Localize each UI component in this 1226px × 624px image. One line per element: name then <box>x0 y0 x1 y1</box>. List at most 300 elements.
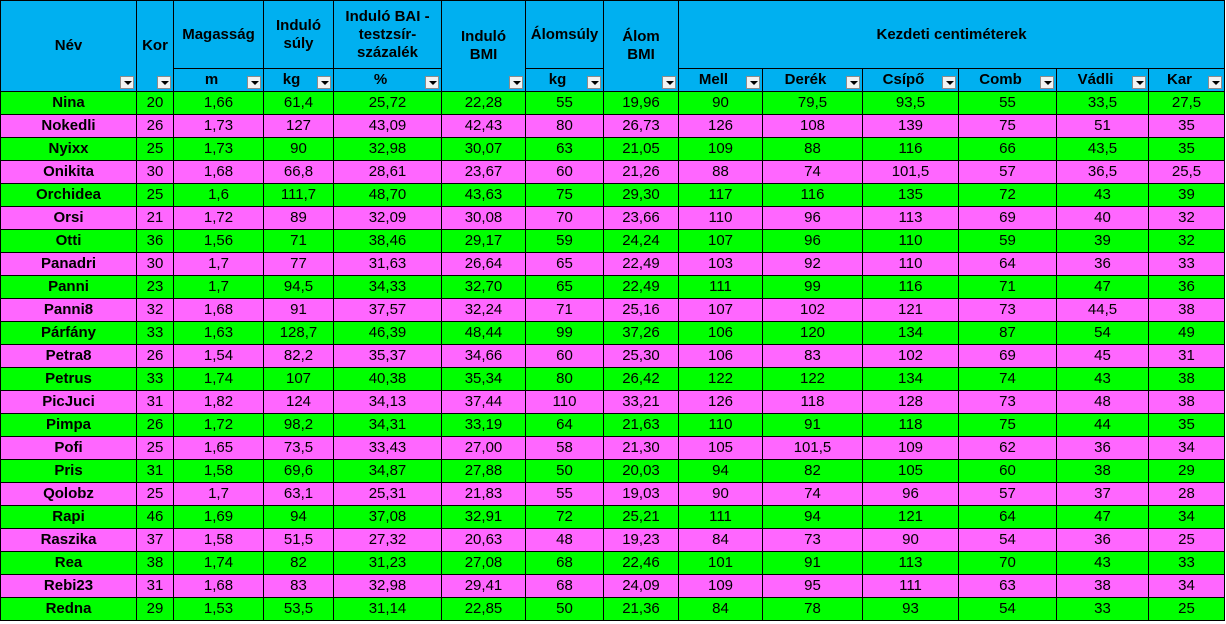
cell-derek[interactable]: 88 <box>763 138 863 161</box>
cell-mell[interactable]: 94 <box>679 460 763 483</box>
cell-csipo[interactable]: 139 <box>863 115 959 138</box>
cell-alomsuly[interactable]: 50 <box>526 460 604 483</box>
cell-magassag[interactable]: 1,58 <box>174 529 264 552</box>
cell-kor[interactable]: 30 <box>137 161 174 184</box>
cell-alom-bmi[interactable]: 20,03 <box>604 460 679 483</box>
cell-alom-bmi[interactable]: 21,36 <box>604 598 679 621</box>
cell-mell[interactable]: 122 <box>679 368 763 391</box>
cell-alomsuly[interactable]: 68 <box>526 575 604 598</box>
cell-kar[interactable]: 34 <box>1149 437 1225 460</box>
cell-magassag[interactable]: 1,72 <box>174 414 264 437</box>
cell-kar[interactable]: 25,5 <box>1149 161 1225 184</box>
cell-kor[interactable]: 31 <box>137 575 174 598</box>
cell-magassag[interactable]: 1,68 <box>174 575 264 598</box>
cell-kor[interactable]: 23 <box>137 276 174 299</box>
cell-alom-bmi[interactable]: 22,49 <box>604 276 679 299</box>
cell-indulo-bmi[interactable]: 32,91 <box>442 506 526 529</box>
cell-indulo-bai[interactable]: 40,38 <box>334 368 442 391</box>
cell-mell[interactable]: 88 <box>679 161 763 184</box>
cell-magassag[interactable]: 1,68 <box>174 161 264 184</box>
cell-vadli[interactable]: 37 <box>1057 483 1149 506</box>
cell-csipo[interactable]: 93,5 <box>863 92 959 115</box>
cell-derek[interactable]: 118 <box>763 391 863 414</box>
cell-indulo-suly[interactable]: 90 <box>264 138 334 161</box>
filter-dropdown-icon[interactable] <box>120 76 134 89</box>
cell-derek[interactable]: 99 <box>763 276 863 299</box>
cell-derek[interactable]: 82 <box>763 460 863 483</box>
cell-indulo-bmi[interactable]: 22,28 <box>442 92 526 115</box>
cell-alom-bmi[interactable]: 19,23 <box>604 529 679 552</box>
cell-indulo-suly[interactable]: 94 <box>264 506 334 529</box>
cell-indulo-bai[interactable]: 34,87 <box>334 460 442 483</box>
cell-alomsuly[interactable]: 68 <box>526 552 604 575</box>
cell-derek[interactable]: 108 <box>763 115 863 138</box>
filter-dropdown-icon[interactable] <box>662 76 676 89</box>
cell-indulo-suly[interactable]: 77 <box>264 253 334 276</box>
cell-alom-bmi[interactable]: 24,09 <box>604 575 679 598</box>
cell-kar[interactable]: 34 <box>1149 506 1225 529</box>
cell-magassag[interactable]: 1,7 <box>174 483 264 506</box>
cell-csipo[interactable]: 134 <box>863 322 959 345</box>
cell-mell[interactable]: 84 <box>679 529 763 552</box>
cell-indulo-bmi[interactable]: 22,85 <box>442 598 526 621</box>
filter-dropdown-icon[interactable] <box>247 76 261 89</box>
cell-indulo-suly[interactable]: 71 <box>264 230 334 253</box>
cell-kor[interactable]: 26 <box>137 414 174 437</box>
cell-magassag[interactable]: 1,74 <box>174 552 264 575</box>
cell-vadli[interactable]: 36 <box>1057 529 1149 552</box>
cell-mell[interactable]: 111 <box>679 276 763 299</box>
cell-indulo-bmi[interactable]: 27,08 <box>442 552 526 575</box>
filter-dropdown-icon[interactable] <box>317 76 331 89</box>
cell-kar[interactable]: 39 <box>1149 184 1225 207</box>
cell-indulo-bai[interactable]: 48,70 <box>334 184 442 207</box>
cell-vadli[interactable]: 36,5 <box>1057 161 1149 184</box>
cell-mell[interactable]: 103 <box>679 253 763 276</box>
cell-name[interactable]: Panadri <box>1 253 137 276</box>
cell-alomsuly[interactable]: 55 <box>526 92 604 115</box>
cell-indulo-bai[interactable]: 32,09 <box>334 207 442 230</box>
cell-comb[interactable]: 72 <box>959 184 1057 207</box>
cell-derek[interactable]: 73 <box>763 529 863 552</box>
cell-magassag[interactable]: 1,54 <box>174 345 264 368</box>
cell-derek[interactable]: 74 <box>763 483 863 506</box>
cell-csipo[interactable]: 109 <box>863 437 959 460</box>
cell-magassag[interactable]: 1,82 <box>174 391 264 414</box>
cell-kar[interactable]: 28 <box>1149 483 1225 506</box>
cell-derek[interactable]: 96 <box>763 207 863 230</box>
cell-indulo-suly[interactable]: 53,5 <box>264 598 334 621</box>
cell-derek[interactable]: 91 <box>763 552 863 575</box>
cell-kar[interactable]: 38 <box>1149 368 1225 391</box>
cell-name[interactable]: Rebi23 <box>1 575 137 598</box>
cell-alom-bmi[interactable]: 24,24 <box>604 230 679 253</box>
cell-mell[interactable]: 109 <box>679 138 763 161</box>
cell-mell[interactable]: 110 <box>679 414 763 437</box>
cell-name[interactable]: Pris <box>1 460 137 483</box>
cell-name[interactable]: Raszika <box>1 529 137 552</box>
cell-kar[interactable]: 49 <box>1149 322 1225 345</box>
cell-name[interactable]: Orchidea <box>1 184 137 207</box>
cell-kor[interactable]: 38 <box>137 552 174 575</box>
cell-name[interactable]: Otti <box>1 230 137 253</box>
cell-indulo-suly[interactable]: 61,4 <box>264 92 334 115</box>
cell-vadli[interactable]: 43 <box>1057 552 1149 575</box>
filter-dropdown-icon[interactable] <box>1208 76 1222 89</box>
cell-indulo-bmi[interactable]: 42,43 <box>442 115 526 138</box>
cell-csipo[interactable]: 116 <box>863 276 959 299</box>
cell-comb[interactable]: 75 <box>959 414 1057 437</box>
cell-indulo-bai[interactable]: 35,37 <box>334 345 442 368</box>
cell-comb[interactable]: 57 <box>959 161 1057 184</box>
cell-indulo-bai[interactable]: 38,46 <box>334 230 442 253</box>
cell-indulo-bai[interactable]: 43,09 <box>334 115 442 138</box>
cell-indulo-bai[interactable]: 25,31 <box>334 483 442 506</box>
cell-alomsuly[interactable]: 71 <box>526 299 604 322</box>
cell-indulo-suly[interactable]: 66,8 <box>264 161 334 184</box>
cell-indulo-bai[interactable]: 37,08 <box>334 506 442 529</box>
cell-derek[interactable]: 122 <box>763 368 863 391</box>
cell-kor[interactable]: 26 <box>137 115 174 138</box>
cell-vadli[interactable]: 33 <box>1057 598 1149 621</box>
cell-derek[interactable]: 83 <box>763 345 863 368</box>
cell-vadli[interactable]: 45 <box>1057 345 1149 368</box>
cell-csipo[interactable]: 116 <box>863 138 959 161</box>
cell-name[interactable]: Rea <box>1 552 137 575</box>
cell-alom-bmi[interactable]: 26,42 <box>604 368 679 391</box>
cell-comb[interactable]: 60 <box>959 460 1057 483</box>
cell-indulo-bai[interactable]: 32,98 <box>334 575 442 598</box>
cell-indulo-bmi[interactable]: 29,41 <box>442 575 526 598</box>
cell-csipo[interactable]: 118 <box>863 414 959 437</box>
cell-csipo[interactable]: 96 <box>863 483 959 506</box>
cell-alom-bmi[interactable]: 37,26 <box>604 322 679 345</box>
cell-vadli[interactable]: 33,5 <box>1057 92 1149 115</box>
cell-alomsuly[interactable]: 99 <box>526 322 604 345</box>
cell-indulo-bmi[interactable]: 30,08 <box>442 207 526 230</box>
cell-name[interactable]: Pofi <box>1 437 137 460</box>
cell-derek[interactable]: 74 <box>763 161 863 184</box>
cell-comb[interactable]: 59 <box>959 230 1057 253</box>
cell-kar[interactable]: 31 <box>1149 345 1225 368</box>
cell-comb[interactable]: 69 <box>959 207 1057 230</box>
cell-mell[interactable]: 111 <box>679 506 763 529</box>
cell-derek[interactable]: 120 <box>763 322 863 345</box>
cell-mell[interactable]: 126 <box>679 115 763 138</box>
cell-indulo-bmi[interactable]: 30,07 <box>442 138 526 161</box>
cell-mell[interactable]: 117 <box>679 184 763 207</box>
cell-csipo[interactable]: 135 <box>863 184 959 207</box>
cell-mell[interactable]: 107 <box>679 299 763 322</box>
cell-indulo-suly[interactable]: 83 <box>264 575 334 598</box>
cell-name[interactable]: Petrus <box>1 368 137 391</box>
cell-name[interactable]: Rapi <box>1 506 137 529</box>
cell-name[interactable]: Nokedli <box>1 115 137 138</box>
cell-name[interactable]: Nina <box>1 92 137 115</box>
cell-name[interactable]: Redna <box>1 598 137 621</box>
cell-magassag[interactable]: 1,58 <box>174 460 264 483</box>
cell-indulo-bai[interactable]: 32,98 <box>334 138 442 161</box>
cell-kar[interactable]: 32 <box>1149 207 1225 230</box>
cell-indulo-suly[interactable]: 82 <box>264 552 334 575</box>
cell-name[interactable]: Párfány <box>1 322 137 345</box>
cell-indulo-bmi[interactable]: 27,00 <box>442 437 526 460</box>
cell-kor[interactable]: 31 <box>137 460 174 483</box>
cell-vadli[interactable]: 39 <box>1057 230 1149 253</box>
cell-kor[interactable]: 29 <box>137 598 174 621</box>
cell-csipo[interactable]: 121 <box>863 506 959 529</box>
cell-alomsuly[interactable]: 72 <box>526 506 604 529</box>
cell-kar[interactable]: 38 <box>1149 299 1225 322</box>
filter-dropdown-icon[interactable] <box>1132 76 1146 89</box>
cell-csipo[interactable]: 113 <box>863 207 959 230</box>
cell-comb[interactable]: 57 <box>959 483 1057 506</box>
cell-name[interactable]: Orsi <box>1 207 137 230</box>
cell-indulo-suly[interactable]: 98,2 <box>264 414 334 437</box>
cell-indulo-suly[interactable]: 124 <box>264 391 334 414</box>
cell-indulo-bmi[interactable]: 33,19 <box>442 414 526 437</box>
cell-vadli[interactable]: 47 <box>1057 276 1149 299</box>
cell-indulo-bmi[interactable]: 27,88 <box>442 460 526 483</box>
cell-kor[interactable]: 20 <box>137 92 174 115</box>
cell-indulo-bmi[interactable]: 32,70 <box>442 276 526 299</box>
cell-kar[interactable]: 35 <box>1149 138 1225 161</box>
cell-kar[interactable]: 25 <box>1149 598 1225 621</box>
cell-indulo-suly[interactable]: 82,2 <box>264 345 334 368</box>
cell-kor[interactable]: 32 <box>137 299 174 322</box>
cell-indulo-bai[interactable]: 25,72 <box>334 92 442 115</box>
cell-kor[interactable]: 26 <box>137 345 174 368</box>
cell-magassag[interactable]: 1,63 <box>174 322 264 345</box>
cell-kar[interactable]: 34 <box>1149 575 1225 598</box>
cell-magassag[interactable]: 1,56 <box>174 230 264 253</box>
cell-derek[interactable]: 92 <box>763 253 863 276</box>
cell-comb[interactable]: 87 <box>959 322 1057 345</box>
cell-indulo-bmi[interactable]: 20,63 <box>442 529 526 552</box>
cell-comb[interactable]: 54 <box>959 529 1057 552</box>
cell-comb[interactable]: 75 <box>959 115 1057 138</box>
cell-indulo-bmi[interactable]: 26,64 <box>442 253 526 276</box>
cell-indulo-suly[interactable]: 89 <box>264 207 334 230</box>
cell-indulo-bai[interactable]: 27,32 <box>334 529 442 552</box>
cell-alomsuly[interactable]: 50 <box>526 598 604 621</box>
cell-vadli[interactable]: 36 <box>1057 437 1149 460</box>
cell-magassag[interactable]: 1,73 <box>174 115 264 138</box>
cell-derek[interactable]: 116 <box>763 184 863 207</box>
cell-mell[interactable]: 107 <box>679 230 763 253</box>
cell-comb[interactable]: 62 <box>959 437 1057 460</box>
cell-indulo-bmi[interactable]: 43,63 <box>442 184 526 207</box>
cell-indulo-bai[interactable]: 34,13 <box>334 391 442 414</box>
cell-vadli[interactable]: 43,5 <box>1057 138 1149 161</box>
cell-indulo-bmi[interactable]: 37,44 <box>442 391 526 414</box>
cell-csipo[interactable]: 134 <box>863 368 959 391</box>
filter-dropdown-icon[interactable] <box>942 76 956 89</box>
cell-derek[interactable]: 94 <box>763 506 863 529</box>
cell-mell[interactable]: 105 <box>679 437 763 460</box>
cell-kar[interactable]: 29 <box>1149 460 1225 483</box>
filter-dropdown-icon[interactable] <box>746 76 760 89</box>
cell-alomsuly[interactable]: 70 <box>526 207 604 230</box>
cell-comb[interactable]: 63 <box>959 575 1057 598</box>
cell-name[interactable]: Panni8 <box>1 299 137 322</box>
cell-csipo[interactable]: 110 <box>863 230 959 253</box>
cell-alomsuly[interactable]: 64 <box>526 414 604 437</box>
cell-alom-bmi[interactable]: 21,05 <box>604 138 679 161</box>
cell-kor[interactable]: 33 <box>137 368 174 391</box>
cell-mell[interactable]: 90 <box>679 483 763 506</box>
cell-vadli[interactable]: 51 <box>1057 115 1149 138</box>
cell-indulo-suly[interactable]: 51,5 <box>264 529 334 552</box>
cell-name[interactable]: Pimpa <box>1 414 137 437</box>
cell-alom-bmi[interactable]: 26,73 <box>604 115 679 138</box>
cell-indulo-bai[interactable]: 28,61 <box>334 161 442 184</box>
cell-alomsuly[interactable]: 63 <box>526 138 604 161</box>
cell-indulo-bai[interactable]: 31,23 <box>334 552 442 575</box>
cell-magassag[interactable]: 1,7 <box>174 276 264 299</box>
cell-alom-bmi[interactable]: 25,30 <box>604 345 679 368</box>
cell-alom-bmi[interactable]: 22,46 <box>604 552 679 575</box>
cell-alom-bmi[interactable]: 19,96 <box>604 92 679 115</box>
cell-indulo-suly[interactable]: 107 <box>264 368 334 391</box>
cell-derek[interactable]: 101,5 <box>763 437 863 460</box>
cell-comb[interactable]: 66 <box>959 138 1057 161</box>
cell-mell[interactable]: 126 <box>679 391 763 414</box>
filter-dropdown-icon[interactable] <box>846 76 860 89</box>
cell-alomsuly[interactable]: 65 <box>526 276 604 299</box>
cell-csipo[interactable]: 93 <box>863 598 959 621</box>
cell-alomsuly[interactable]: 110 <box>526 391 604 414</box>
cell-indulo-suly[interactable]: 127 <box>264 115 334 138</box>
cell-alom-bmi[interactable]: 29,30 <box>604 184 679 207</box>
cell-vadli[interactable]: 43 <box>1057 184 1149 207</box>
cell-name[interactable]: Panni <box>1 276 137 299</box>
cell-alomsuly[interactable]: 75 <box>526 184 604 207</box>
cell-alom-bmi[interactable]: 21,26 <box>604 161 679 184</box>
cell-mell[interactable]: 109 <box>679 575 763 598</box>
cell-mell[interactable]: 84 <box>679 598 763 621</box>
cell-comb[interactable]: 74 <box>959 368 1057 391</box>
cell-mell[interactable]: 110 <box>679 207 763 230</box>
cell-kar[interactable]: 35 <box>1149 115 1225 138</box>
cell-indulo-suly[interactable]: 73,5 <box>264 437 334 460</box>
cell-alomsuly[interactable]: 80 <box>526 368 604 391</box>
cell-alom-bmi[interactable]: 25,21 <box>604 506 679 529</box>
cell-indulo-bai[interactable]: 31,14 <box>334 598 442 621</box>
cell-indulo-suly[interactable]: 111,7 <box>264 184 334 207</box>
cell-magassag[interactable]: 1,68 <box>174 299 264 322</box>
cell-magassag[interactable]: 1,74 <box>174 368 264 391</box>
cell-derek[interactable]: 91 <box>763 414 863 437</box>
cell-name[interactable]: Petra8 <box>1 345 137 368</box>
cell-indulo-bmi[interactable]: 48,44 <box>442 322 526 345</box>
cell-magassag[interactable]: 1,53 <box>174 598 264 621</box>
cell-indulo-bmi[interactable]: 29,17 <box>442 230 526 253</box>
cell-alomsuly[interactable]: 55 <box>526 483 604 506</box>
cell-csipo[interactable]: 111 <box>863 575 959 598</box>
cell-vadli[interactable]: 44,5 <box>1057 299 1149 322</box>
cell-csipo[interactable]: 113 <box>863 552 959 575</box>
cell-vadli[interactable]: 38 <box>1057 575 1149 598</box>
cell-vadli[interactable]: 36 <box>1057 253 1149 276</box>
cell-kar[interactable]: 25 <box>1149 529 1225 552</box>
cell-indulo-bai[interactable]: 37,57 <box>334 299 442 322</box>
cell-kor[interactable]: 25 <box>137 138 174 161</box>
cell-mell[interactable]: 101 <box>679 552 763 575</box>
cell-mell[interactable]: 106 <box>679 345 763 368</box>
cell-comb[interactable]: 64 <box>959 253 1057 276</box>
cell-kor[interactable]: 36 <box>137 230 174 253</box>
cell-alom-bmi[interactable]: 21,30 <box>604 437 679 460</box>
cell-indulo-bai[interactable]: 34,33 <box>334 276 442 299</box>
cell-comb[interactable]: 54 <box>959 598 1057 621</box>
cell-indulo-bmi[interactable]: 21,83 <box>442 483 526 506</box>
cell-kor[interactable]: 46 <box>137 506 174 529</box>
cell-kar[interactable]: 32 <box>1149 230 1225 253</box>
cell-vadli[interactable]: 47 <box>1057 506 1149 529</box>
cell-alomsuly[interactable]: 60 <box>526 161 604 184</box>
cell-kor[interactable]: 21 <box>137 207 174 230</box>
cell-kor[interactable]: 25 <box>137 483 174 506</box>
cell-indulo-bmi[interactable]: 35,34 <box>442 368 526 391</box>
cell-vadli[interactable]: 44 <box>1057 414 1149 437</box>
cell-magassag[interactable]: 1,6 <box>174 184 264 207</box>
cell-comb[interactable]: 64 <box>959 506 1057 529</box>
cell-alomsuly[interactable]: 59 <box>526 230 604 253</box>
cell-alom-bmi[interactable]: 25,16 <box>604 299 679 322</box>
cell-alom-bmi[interactable]: 21,63 <box>604 414 679 437</box>
cell-magassag[interactable]: 1,72 <box>174 207 264 230</box>
cell-kar[interactable]: 35 <box>1149 414 1225 437</box>
cell-indulo-bai[interactable]: 31,63 <box>334 253 442 276</box>
cell-vadli[interactable]: 48 <box>1057 391 1149 414</box>
cell-indulo-bai[interactable]: 33,43 <box>334 437 442 460</box>
cell-vadli[interactable]: 40 <box>1057 207 1149 230</box>
cell-csipo[interactable]: 105 <box>863 460 959 483</box>
cell-kor[interactable]: 31 <box>137 391 174 414</box>
cell-csipo[interactable]: 110 <box>863 253 959 276</box>
cell-alom-bmi[interactable]: 33,21 <box>604 391 679 414</box>
cell-alomsuly[interactable]: 48 <box>526 529 604 552</box>
cell-csipo[interactable]: 121 <box>863 299 959 322</box>
cell-kor[interactable]: 30 <box>137 253 174 276</box>
cell-comb[interactable]: 73 <box>959 391 1057 414</box>
cell-kor[interactable]: 25 <box>137 184 174 207</box>
cell-alomsuly[interactable]: 80 <box>526 115 604 138</box>
filter-dropdown-icon[interactable] <box>157 76 171 89</box>
cell-magassag[interactable]: 1,66 <box>174 92 264 115</box>
cell-name[interactable]: Onikita <box>1 161 137 184</box>
cell-derek[interactable]: 79,5 <box>763 92 863 115</box>
cell-name[interactable]: Nyixx <box>1 138 137 161</box>
cell-indulo-bai[interactable]: 46,39 <box>334 322 442 345</box>
cell-vadli[interactable]: 43 <box>1057 368 1149 391</box>
cell-magassag[interactable]: 1,69 <box>174 506 264 529</box>
cell-csipo[interactable]: 128 <box>863 391 959 414</box>
cell-alomsuly[interactable]: 58 <box>526 437 604 460</box>
cell-csipo[interactable]: 101,5 <box>863 161 959 184</box>
cell-derek[interactable]: 78 <box>763 598 863 621</box>
cell-csipo[interactable]: 102 <box>863 345 959 368</box>
cell-vadli[interactable]: 54 <box>1057 322 1149 345</box>
cell-derek[interactable]: 95 <box>763 575 863 598</box>
cell-magassag[interactable]: 1,73 <box>174 138 264 161</box>
cell-kor[interactable]: 37 <box>137 529 174 552</box>
cell-indulo-suly[interactable]: 94,5 <box>264 276 334 299</box>
filter-dropdown-icon[interactable] <box>425 76 439 89</box>
cell-comb[interactable]: 70 <box>959 552 1057 575</box>
cell-indulo-bmi[interactable]: 32,24 <box>442 299 526 322</box>
